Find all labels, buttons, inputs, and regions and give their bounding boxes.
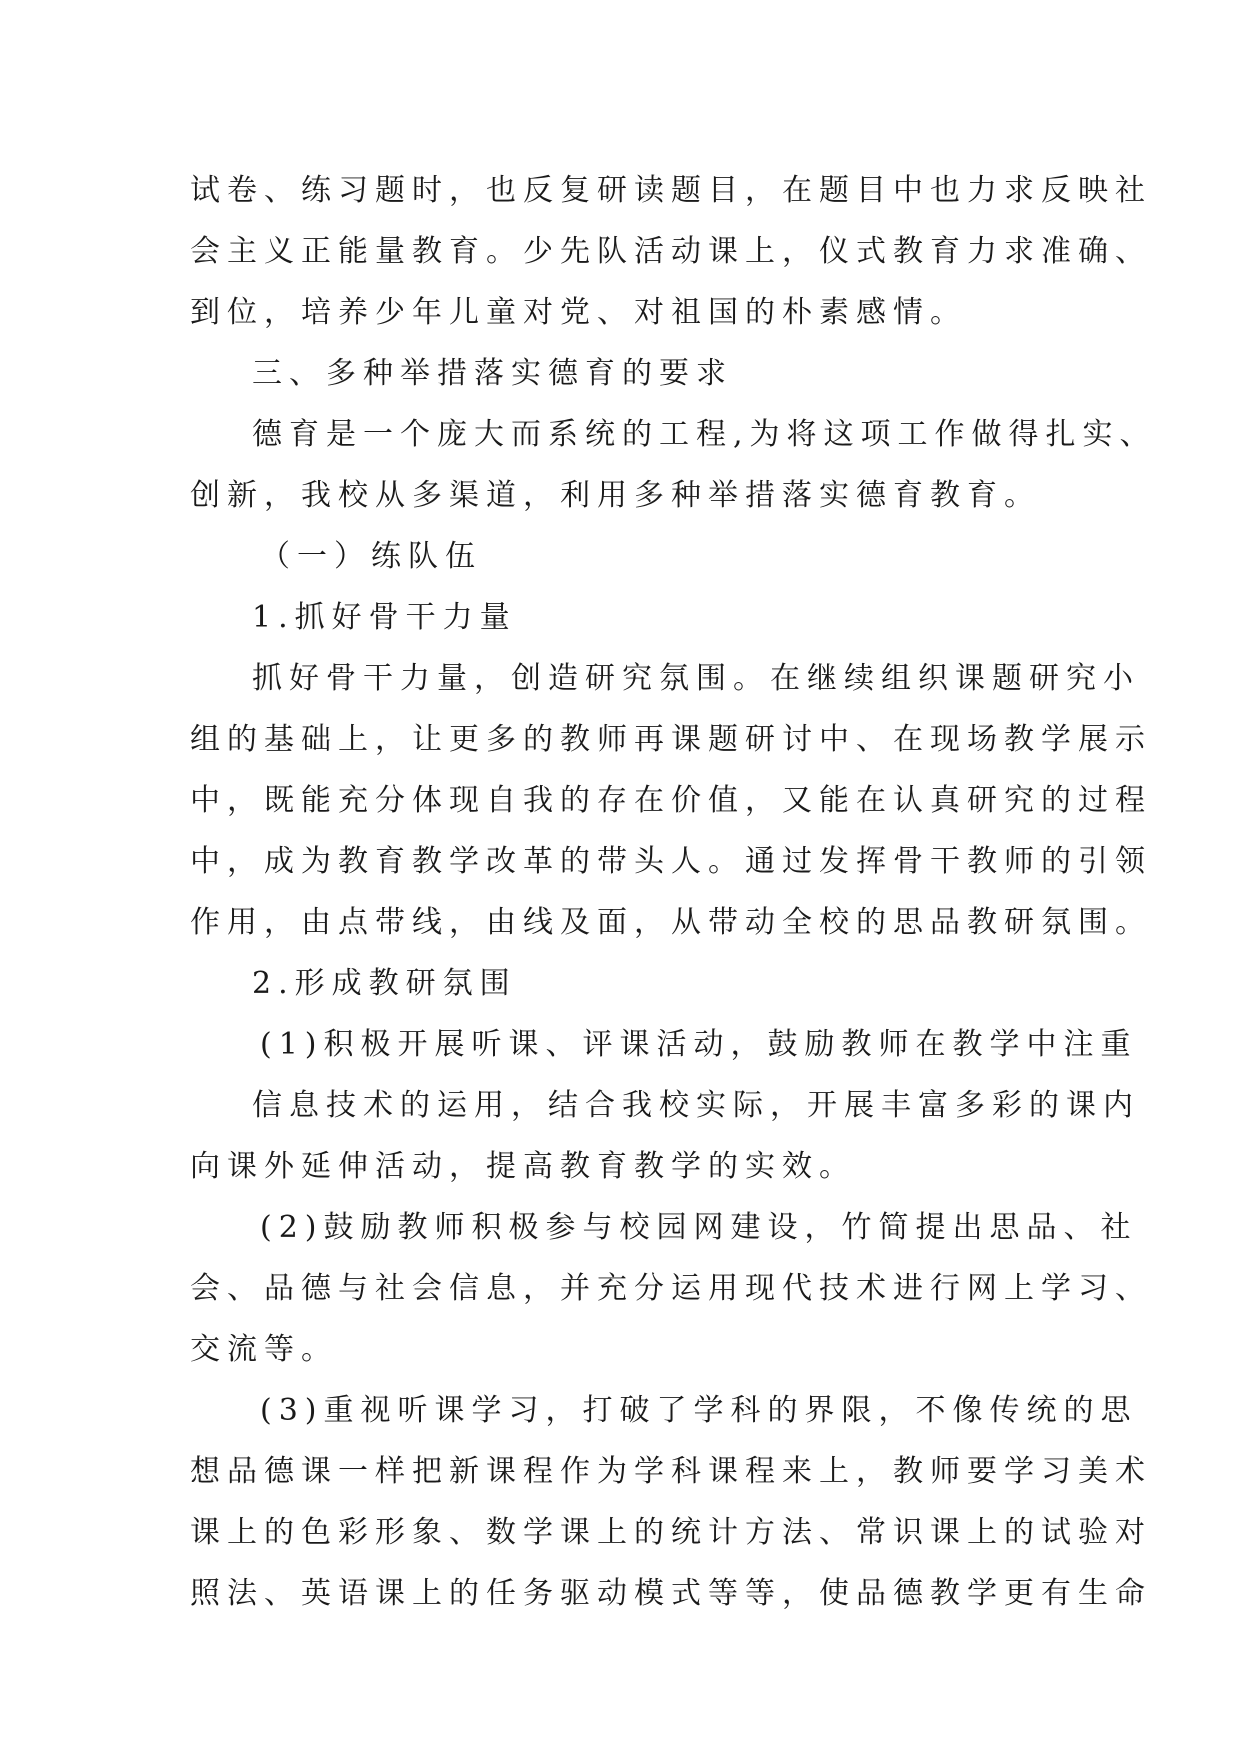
text-line: 课上的色彩形象、数学课上的统计方法、常识课上的试验对 xyxy=(190,1515,1152,1550)
text-line: 向课外延伸活动，提高教育教学的实效。 xyxy=(190,1149,856,1184)
subsection-heading: 1.抓好骨干力量 xyxy=(252,600,517,635)
text-line: 照法、英语课上的任务驱动模式等等，使品德教学更有生命 xyxy=(190,1576,1152,1611)
text-line: 信息技术的运用，结合我校实际，开展丰富多彩的课内 xyxy=(252,1088,1140,1123)
text-line: (3)重视听课学习，打破了学科的界限，不像传统的思 xyxy=(260,1393,1138,1428)
text-line: 作用，由点带线，由线及面，从带动全校的思品教研氛围。 xyxy=(190,905,1152,940)
text-line: 德育是一个庞大而系统的工程,为将这项工作做得扎实、 xyxy=(252,417,1157,452)
text-line: (1)积极开展听课、评课活动，鼓励教师在教学中注重 xyxy=(260,1027,1138,1062)
text-line: 会主义正能量教育。少先队活动课上，仪式教育力求准确、 xyxy=(190,234,1152,269)
text-line: 组的基础上，让更多的教师再课题研讨中、在现场教学展示 xyxy=(190,722,1152,757)
text-line: 创新，我校从多渠道，利用多种举措落实德育教育。 xyxy=(190,478,1041,513)
text-line: 抓好骨干力量，创造研究氛围。在继续组织课题研究小 xyxy=(252,661,1140,696)
text-line: 中，既能充分体现自我的存在价值，又能在认真研究的过程 xyxy=(190,783,1152,818)
text-line: 交流等。 xyxy=(190,1332,338,1367)
text-line: 中，成为教育教学改革的带头人。通过发挥骨干教师的引领 xyxy=(190,844,1152,879)
text-line: 想品德课一样把新课程作为学科课程来上，教师要学习美术 xyxy=(190,1454,1152,1489)
section-heading: 三、多种举措落实德育的要求 xyxy=(252,356,733,391)
text-line: 到位，培养少年儿童对党、对祖国的朴素感情。 xyxy=(190,295,967,330)
document-body xyxy=(190,160,1157,1624)
subsection-heading: （一）练队伍 xyxy=(260,539,482,574)
text-line: 会、品德与社会信息，并充分运用现代技术进行网上学习、 xyxy=(190,1271,1152,1306)
text-line: (2)鼓励教师积极参与校园网建设，竹简提出思品、社 xyxy=(260,1210,1138,1245)
subsection-heading: 2.形成教研氛围 xyxy=(252,966,517,1001)
text-line: 试卷、练习题时，也反复研读题目，在题目中也力求反映社 xyxy=(190,173,1152,208)
